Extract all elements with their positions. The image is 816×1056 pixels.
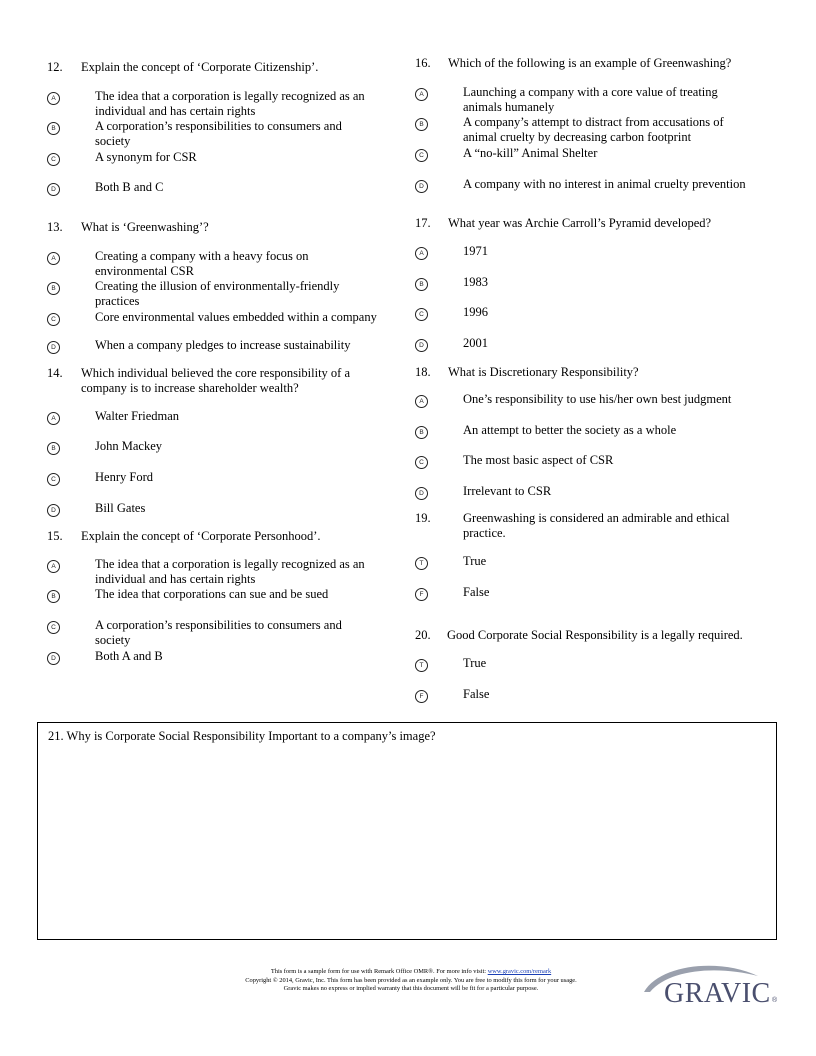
question-text: Which of the following is an example of Greenwashing? bbox=[448, 56, 732, 70]
answer-bubble[interactable]: B bbox=[415, 118, 428, 131]
answer-text: Bill Gates bbox=[95, 501, 146, 515]
answer-text: Both A and B bbox=[95, 649, 163, 663]
answer-bubble[interactable]: D bbox=[47, 504, 60, 517]
answer-bubble[interactable]: A bbox=[415, 395, 428, 408]
answer-text: Creating the illusion of environmentally-friendly practices bbox=[95, 279, 340, 308]
question-number: 16. bbox=[415, 56, 431, 70]
footer-line-1-text: This form is a sample form for use with Remark Office OMR®. For more info visit: bbox=[270, 968, 488, 975]
answer-text: The idea that a corporation is legally recognized as an individual and has certain rights bbox=[95, 89, 365, 118]
question-header bbox=[47, 60, 402, 76]
answer-text: 1996 bbox=[463, 305, 488, 319]
question-text: Explain the concept of ‘Corporate Personhood’. bbox=[81, 529, 321, 543]
answer-bubble[interactable]: F bbox=[415, 690, 428, 703]
answer-text: John Mackey bbox=[95, 439, 162, 453]
answer-text: When a company pledges to increase sustainability bbox=[95, 338, 351, 352]
question-header bbox=[415, 56, 775, 72]
question-text: Explain the concept of ‘Corporate Citizenship’. bbox=[81, 60, 319, 74]
question-number: 13. bbox=[47, 220, 63, 234]
question-15 bbox=[47, 529, 402, 663]
answer-text: True bbox=[463, 554, 487, 568]
question-header bbox=[415, 365, 775, 381]
footer-line-1 bbox=[196, 968, 626, 977]
question-text: What is ‘Greenwashing’? bbox=[81, 220, 209, 234]
question-number: 19. bbox=[415, 511, 431, 525]
answer-bubble[interactable]: A bbox=[415, 88, 428, 101]
answer-bubble[interactable]: B bbox=[415, 278, 428, 291]
answer-text: A “no-kill” Animal Shelter bbox=[463, 146, 598, 160]
answer-bubble[interactable]: B bbox=[47, 122, 60, 135]
answer-text: The idea that a corporation is legally recognized as an individual and has certain rights bbox=[95, 557, 365, 586]
answer-bubble[interactable]: A bbox=[47, 92, 60, 105]
question-text: Which individual believed the core responsibility of a company is to increase shareholder wealth? bbox=[81, 366, 351, 395]
answer-bubble[interactable]: D bbox=[47, 652, 60, 665]
answer-text: True bbox=[463, 656, 487, 670]
question-number: 17. bbox=[415, 216, 431, 230]
answer-bubble[interactable]: T bbox=[415, 557, 428, 570]
question-header bbox=[47, 529, 402, 545]
question-text: Greenwashing is considered an admirable and ethical practice. bbox=[463, 511, 730, 540]
question-text: What year was Archie Carroll’s Pyramid developed? bbox=[448, 216, 712, 230]
answer-bubble[interactable]: C bbox=[415, 308, 428, 321]
answer-bubble[interactable]: C bbox=[47, 153, 60, 166]
answer-bubble[interactable]: C bbox=[47, 313, 60, 326]
question-19 bbox=[415, 511, 775, 599]
answer-text: One’s responsibility to use his/her own best judgment bbox=[463, 392, 732, 406]
answer-text: Walter Friedman bbox=[95, 409, 180, 423]
footer-link[interactable]: www.gravic.com/remark bbox=[487, 968, 552, 975]
answer-bubble[interactable]: B bbox=[47, 590, 60, 603]
answer-bubble[interactable]: A bbox=[47, 412, 60, 425]
question-text: What is Discretionary Responsibility? bbox=[448, 365, 639, 379]
question-16 bbox=[415, 56, 775, 191]
answer-bubble[interactable]: D bbox=[47, 341, 60, 354]
question-text: Good Corporate Social Responsibility is a legally required. bbox=[447, 628, 743, 642]
question-header bbox=[47, 220, 402, 236]
question-header bbox=[47, 366, 402, 396]
answer-text: A synonym for CSR bbox=[95, 150, 197, 164]
answer-bubble[interactable]: C bbox=[47, 621, 60, 634]
footer-line-3: Gravic makes no express or implied warranty that this document will be fit for a particular purpose. bbox=[283, 985, 539, 992]
answer-text: A company with no interest in animal cruelty prevention bbox=[463, 177, 746, 191]
answer-bubble[interactable]: D bbox=[415, 180, 428, 193]
answer-text: Creating a company with a heavy focus on environmental CSR bbox=[95, 249, 309, 278]
answer-bubble[interactable]: C bbox=[415, 149, 428, 162]
answer-text: Core environmental values embedded within a company bbox=[95, 310, 377, 324]
question-number: 20. bbox=[415, 628, 431, 642]
answer-bubble[interactable]: C bbox=[415, 456, 428, 469]
answer-bubble[interactable]: A bbox=[47, 560, 60, 573]
question-12 bbox=[47, 60, 402, 194]
question-header bbox=[415, 216, 775, 232]
question-number: 14. bbox=[47, 366, 63, 380]
answer-text: False bbox=[463, 585, 490, 599]
answer-text: The idea that corporations can sue and be sued bbox=[95, 587, 329, 601]
answer-text: Henry Ford bbox=[95, 470, 153, 484]
answer-bubble[interactable]: B bbox=[415, 426, 428, 439]
question-17 bbox=[415, 216, 775, 350]
gravic-logo bbox=[640, 960, 780, 1010]
question-18 bbox=[415, 365, 775, 498]
footer-disclaimer bbox=[196, 968, 626, 994]
question-header bbox=[415, 511, 775, 540]
logo-registered-mark: ® bbox=[772, 997, 778, 1004]
answer-bubble[interactable]: T bbox=[415, 659, 428, 672]
question-header bbox=[415, 628, 775, 644]
question-14 bbox=[47, 366, 402, 515]
answer-text: 1971 bbox=[463, 244, 488, 258]
answer-text: Both B and C bbox=[95, 180, 164, 194]
answer-text: Irrelevant to CSR bbox=[463, 484, 552, 498]
question-number: 12. bbox=[47, 60, 63, 74]
answer-text: Launching a company with a core value of treating animals humanely bbox=[463, 85, 718, 114]
question-20 bbox=[415, 628, 775, 701]
answer-bubble[interactable]: F bbox=[415, 588, 428, 601]
logo-wordmark: GRAVIC bbox=[664, 978, 771, 1009]
answer-text: A company’s attempt to distract from accusations of animal cruelty by decreasing carbon footprint bbox=[463, 115, 724, 144]
essay-question-text: 21. Why is Corporate Social Responsibility Important to a company’s image? bbox=[48, 729, 436, 743]
logo-swoosh-icon bbox=[640, 960, 780, 1010]
answer-text: A corporation’s responsibilities to consumers and society bbox=[95, 618, 342, 647]
answer-bubble[interactable]: A bbox=[415, 247, 428, 260]
answer-text: A corporation’s responsibilities to consumers and society bbox=[95, 119, 342, 148]
footer-line-2: Copyright © 2014, Gravic, Inc. This form has been provided as an example only. You are free to modify this form for your usage. bbox=[245, 976, 577, 984]
answer-bubble[interactable]: D bbox=[415, 487, 428, 500]
essay-answer-box[interactable] bbox=[37, 722, 777, 940]
answer-text: 1983 bbox=[463, 275, 488, 289]
answer-text: 2001 bbox=[463, 336, 488, 350]
question-13 bbox=[47, 220, 402, 352]
question-number: 18. bbox=[415, 365, 431, 379]
answer-bubble[interactable]: B bbox=[47, 442, 60, 455]
answer-text: An attempt to better the society as a whole bbox=[463, 423, 677, 437]
answer-bubble[interactable]: D bbox=[415, 339, 428, 352]
answer-bubble[interactable]: A bbox=[47, 252, 60, 265]
question-number: 15. bbox=[47, 529, 63, 543]
answer-bubble[interactable]: C bbox=[47, 473, 60, 486]
answer-bubble[interactable]: B bbox=[47, 282, 60, 295]
answer-text: False bbox=[463, 687, 490, 701]
answer-text: The most basic aspect of CSR bbox=[463, 453, 614, 467]
answer-bubble[interactable]: D bbox=[47, 183, 60, 196]
